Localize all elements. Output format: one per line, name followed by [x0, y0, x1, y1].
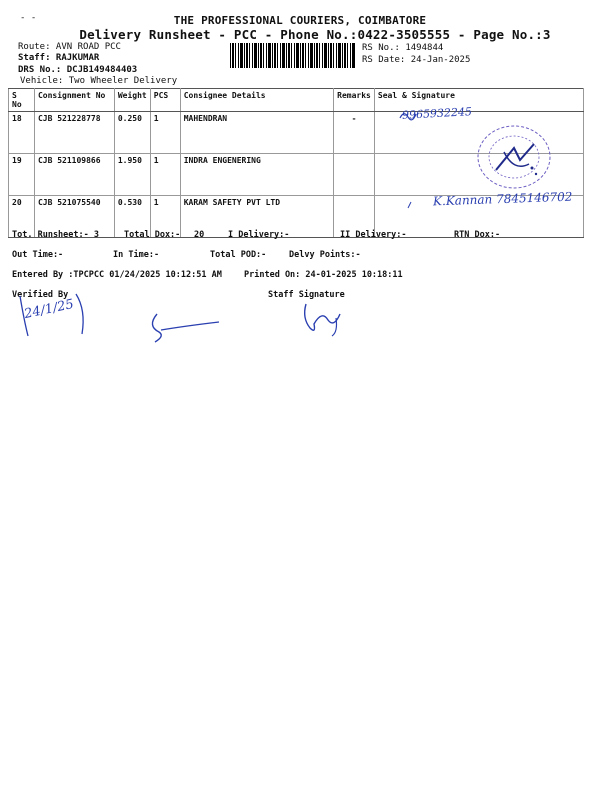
- delvy-points: Delvy Points:-: [289, 250, 361, 260]
- staff-initial-signature-icon: [145, 308, 225, 344]
- company-title: THE PROFESSIONAL COURIERS, COIMBATORE: [173, 14, 427, 27]
- cell-consignee: MAHENDRAN: [180, 112, 333, 154]
- route-label: Route: AVN ROAD PCC: [18, 42, 121, 52]
- tot-runsheet: Tot. Runsheet:- 3: [12, 230, 99, 240]
- runsheet-subtitle: Delivery Runsheet - PCC - Phone No.:0422-3505555 - Page No.:3: [79, 27, 551, 42]
- cell-pcs: 1: [150, 196, 180, 238]
- cell-pcs: 1: [150, 112, 180, 154]
- cell-consignment: CJB 521228778: [34, 112, 114, 154]
- rs-date: RS Date: 24-Jan-2025: [362, 55, 471, 65]
- cell-weight: 0.250: [114, 112, 150, 154]
- staff-signature-icon: [300, 298, 350, 338]
- corner-mark: - -: [20, 13, 37, 23]
- cell-consignment: CJB 521075540: [34, 196, 114, 238]
- cell-weight: 1.950: [114, 154, 150, 196]
- col-pcs: PCS: [150, 89, 180, 112]
- staff-signature-label: Staff Signature: [268, 290, 345, 300]
- drs-number: DRS No.: DCJB149484403: [18, 65, 138, 75]
- in-time: In Time:-: [113, 250, 160, 260]
- cell-sno: 18: [9, 112, 35, 154]
- col-consignee: Consignee Details: [180, 89, 333, 112]
- col-sno: S No: [9, 89, 35, 112]
- total-pod: Total POD:-: [210, 250, 267, 260]
- i-delivery: I Delivery:-: [228, 230, 290, 240]
- verified-by: Verified By: [12, 290, 69, 300]
- col-weight: Weight: [114, 89, 150, 112]
- delivery-stamp-icon: [474, 122, 554, 192]
- cell-sno: 19: [9, 154, 35, 196]
- staff-label: Staff: RAJKUMAR: [18, 53, 100, 63]
- col-remarks: Remarks: [334, 89, 375, 112]
- printed-on: Printed On: 24-01-2025 10:18:11: [244, 270, 403, 280]
- cell-sno: 20: [9, 196, 35, 238]
- cell-consignee: INDRA ENGENERING: [180, 154, 333, 196]
- col-consignment: Consignment No: [34, 89, 114, 112]
- rs-number: RS No.: 1494844: [362, 43, 444, 53]
- vehicle-label: Vehicle: Two Wheeler Delivery: [20, 76, 178, 86]
- cell-consignment: CJB 521109866: [34, 154, 114, 196]
- verified-date-handwritten: 24/1/25: [22, 296, 76, 323]
- entered-by: Entered By :TPCPCC 01/24/2025 10:12:51 AM: [12, 270, 222, 280]
- total-dox-value: 20: [194, 230, 205, 240]
- cell-remarks: [334, 154, 375, 196]
- rtn-dox: RTN Dox:-: [454, 230, 501, 240]
- verified-signature-icon: [16, 290, 96, 340]
- total-dox-label: Total Dox:-: [124, 230, 181, 240]
- barcode-image: [230, 43, 355, 68]
- handwritten-name-phone: K.Kannan 7845146702: [432, 189, 573, 209]
- handwritten-phone-1: 9965932245: [401, 105, 473, 122]
- ii-delivery: II Delivery:-: [340, 230, 407, 240]
- cell-consignee: KARAM SAFETY PVT LTD: [180, 196, 333, 238]
- tick-mark-icon: [406, 200, 416, 210]
- cell-weight: 0.530: [114, 196, 150, 238]
- scribble-mark-icon: [398, 108, 418, 122]
- table-header-row: [9, 89, 584, 112]
- col-seal-signature: Seal & Signature: [374, 89, 583, 112]
- out-time: Out Time:-: [12, 250, 64, 260]
- cell-pcs: 1: [150, 154, 180, 196]
- cell-remarks: -: [334, 112, 375, 154]
